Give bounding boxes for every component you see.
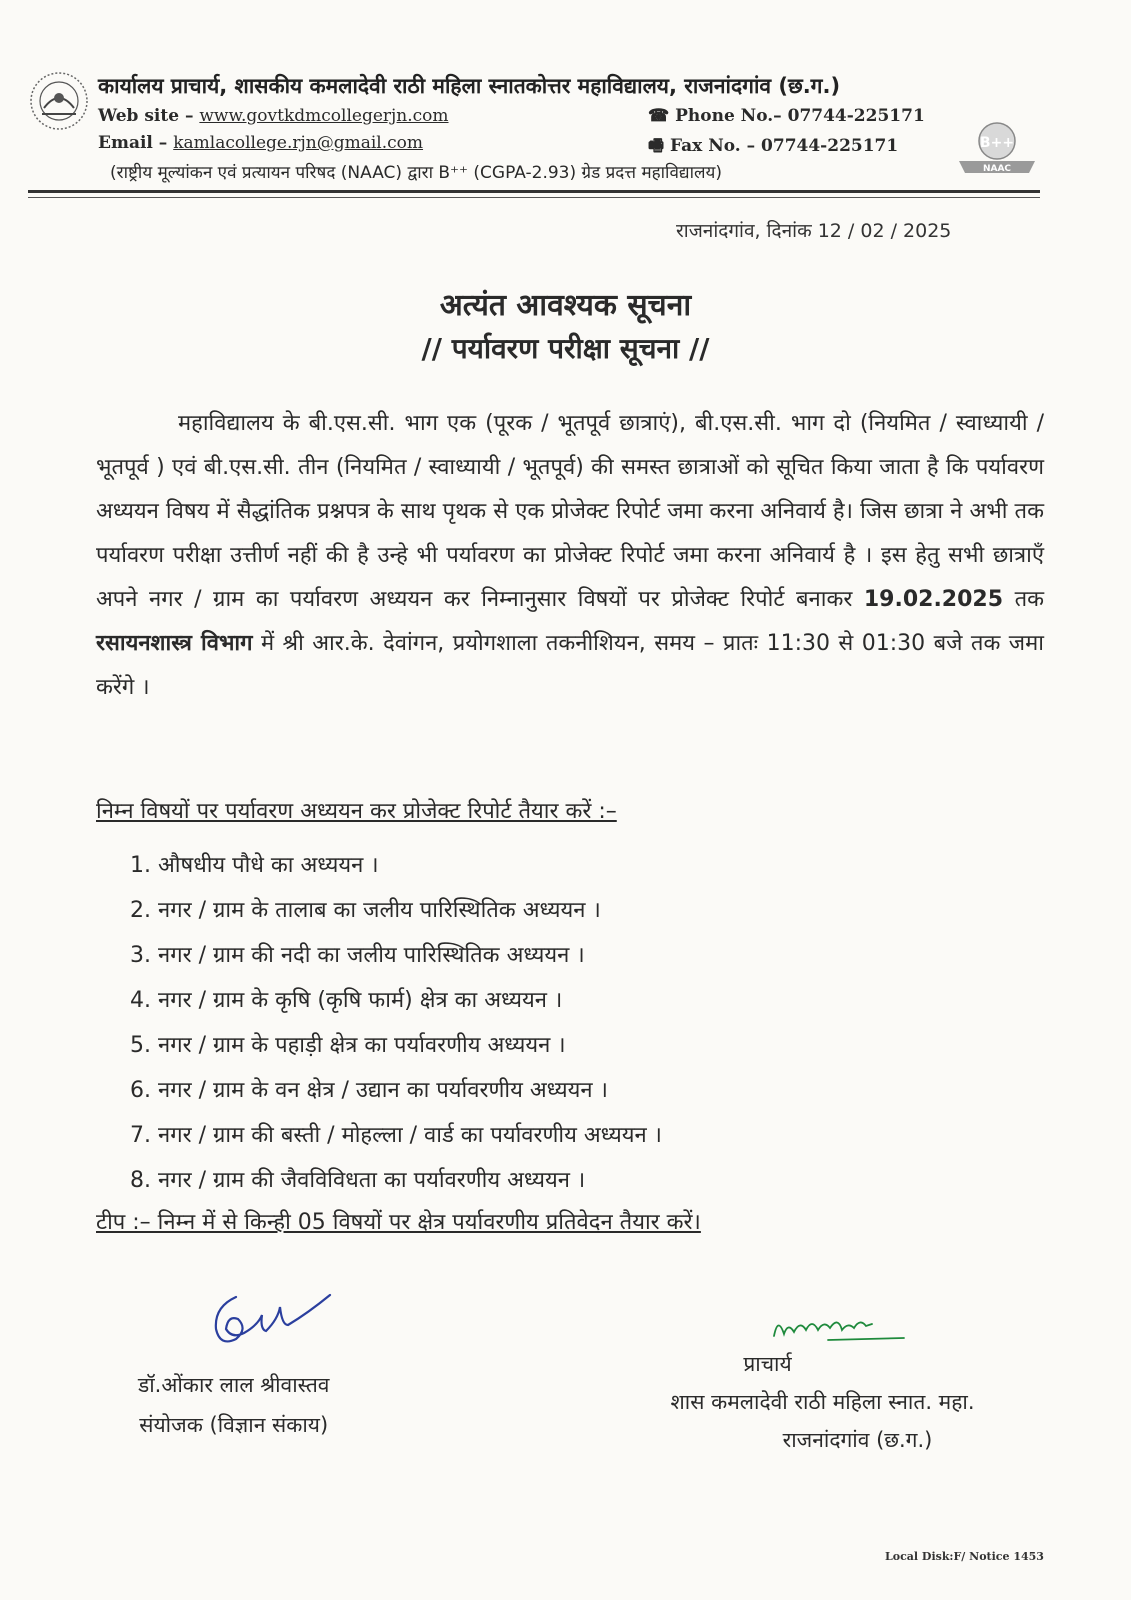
phone-number: 07744-225171 (787, 106, 925, 126)
fax-number: – 07744-225171 (746, 136, 899, 156)
phone-line (648, 106, 925, 126)
email-label: Email – (98, 133, 168, 153)
phone-label: Phone No.– (675, 106, 782, 126)
topics-list (130, 843, 662, 1203)
email-link[interactable]: kamlacollege.rjn@gmail.com (173, 133, 424, 153)
principal-place: राजनांदगांव (छ.ग.) (782, 1428, 933, 1452)
header-divider (28, 190, 1040, 193)
notice-subtitle: // पर्यावरण परीक्षा सूचना // (421, 332, 710, 365)
body-text-1: महाविद्यालय के बी.एस.सी. भाग एक (पूरक / भूतपूर्व छात्राएं), बी.एस.सी. भाग दो (नियमित / स्वाध्यायी / भूतपूर्व ) एवं बी.एस.सी. तीन (नियमित / स्वाध्यायी / भूतपूर्व) की समस्त छात्राओं को सूचित किया जाता है कि पर्यावरण अध्ययन विषय में सैद्धांतिक प्रश्नपत्र के साथ पृथक से एक प्रोजेक्ट रिपोर्ट जमा करना अनिवार्य है। जिस छात्रा ने अभी तक पर्यावरण परीक्षा उत्तीर्ण नहीं की है उन्हे भी पर्यावरण का प्रोजेक्ट रिपोर्ट जमा करना अनिवार्य है । इस हेतु सभी छात्राएँ अपने नगर / ग्राम का पर्यावरण अध्ययन कर निम्नानुसार विषयों पर प्रोजेक्ट रिपोर्ट बनाकर (96, 411, 1044, 612)
naac-grade: B++ (979, 135, 1015, 151)
fax-label: Fax No. (669, 136, 741, 156)
principal-role: प्राचार्य (743, 1352, 792, 1376)
note-line: टीप :– निम्न में से किन्ही 05 विषयों पर क्षेत्र पर्यावरणीय प्रतिवेदन तैयार करें। (96, 1210, 701, 1235)
list-item: 2. नगर / ग्राम के तालाब का जलीय पारिस्थितिक अध्ययन । (130, 898, 601, 923)
footer-reference: Local Disk:F/ Notice 1453 (885, 1550, 1044, 1563)
coordinator-name: डॉ.ओंकार लाल श्रीवास्तव (138, 1373, 330, 1397)
email-line (98, 133, 423, 153)
list-item: 6. नगर / ग्राम के वन क्षेत्र / उद्यान का पर्यावरणीय अध्ययन । (130, 1078, 608, 1103)
coordinator-block (138, 1365, 329, 1445)
college-logo (28, 70, 90, 132)
website-link[interactable]: www.govtkdmcollegerjn.com (199, 106, 449, 126)
department-name: रसायनशास्त्र विभाग (96, 631, 253, 656)
fax-icon: 🖷 (648, 136, 665, 156)
principal-block (600, 1345, 1045, 1459)
naac-badge (955, 117, 1039, 175)
header-divider-thin (28, 197, 1040, 198)
website-line (98, 106, 449, 126)
coordinator-role: संयोजक (विज्ञान संकाय) (139, 1413, 329, 1437)
list-item: 1. औषधीय पौधे का अध्ययन । (130, 853, 379, 878)
body-text-3: में श्री आर.के. देवांगन, प्रयोगशाला तकनीशियन, समय – प्रातः 11:30 से 01:30 बजे तक जमा करेंगे । (96, 631, 1044, 700)
fax-line (648, 133, 898, 162)
date-line: राजनांदगांव, दिनांक 12 / 02 / 2025 (676, 220, 952, 242)
header-title: कार्यालय प्राचार्य, शासकीय कमलादेवी राठी महिला स्नातकोत्तर महाविद्यालय, राजनांदगांव (छ.ग.) (98, 74, 841, 98)
topics-heading: निम्न विषयों पर पर्यावरण अध्ययन कर प्रोजेक्ट रिपोर्ट तैयार करें :– (96, 799, 617, 824)
list-item: 4. नगर / ग्राम के कृषि (कृषि फार्म) क्षेत्र का अध्ययन । (130, 988, 563, 1013)
notice-title: अत्यंत आवश्यक सूचना (439, 288, 692, 323)
naac-accreditation-line: (राष्ट्रीय मूल्यांकन एवं प्रत्यायन परिषद (NAAC) द्वारा B⁺⁺ (CGPA-2.93) ग्रेड प्रदत्त महाविद्यालय) (110, 163, 723, 183)
principal-institution: शास कमलादेवी राठी महिला स्नात. महा. (670, 1390, 975, 1414)
list-item: 8. नगर / ग्राम की जैवविविधता का पर्यावरणीय अध्ययन । (130, 1168, 586, 1193)
naac-label: NAAC (982, 164, 1012, 174)
signature-coordinator (208, 1285, 338, 1355)
deadline-date: 19.02.2025 (863, 587, 1004, 612)
notice-body (96, 402, 1044, 710)
list-item: 3. नगर / ग्राम की नदी का जलीय पारिस्थितिक अध्ययन । (130, 943, 585, 968)
signature-principal (768, 1308, 908, 1348)
list-item: 5. नगर / ग्राम के पहाड़ी क्षेत्र का पर्यावरणीय अध्ययन । (130, 1033, 566, 1058)
phone-icon: ☎ (648, 106, 670, 126)
website-label: Web site – (98, 106, 194, 126)
list-item: 7. नगर / ग्राम की बस्ती / मोहल्ला / वार्ड का पर्यावरणीय अध्ययन । (130, 1123, 663, 1148)
body-text-2: तक (1014, 587, 1044, 612)
